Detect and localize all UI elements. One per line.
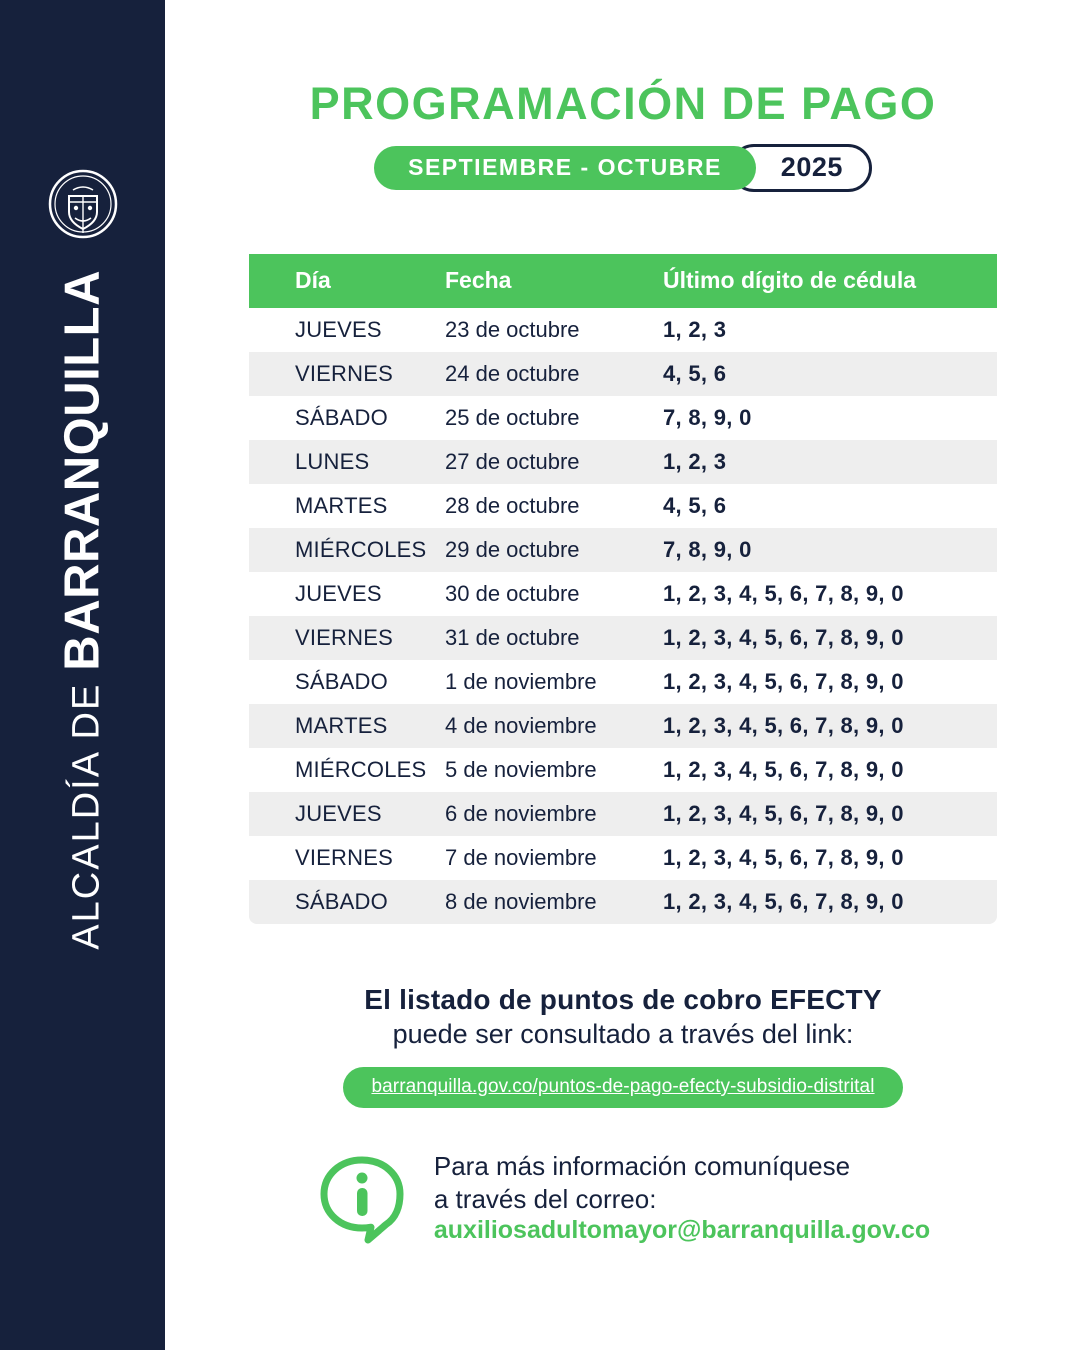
cell-fecha: 29 de octubre — [445, 537, 580, 562]
cell-fecha: 4 de noviembre — [445, 713, 597, 738]
cell-fecha: 6 de noviembre — [445, 801, 597, 826]
table-row — [249, 616, 997, 660]
efecty-note — [165, 984, 1081, 1050]
contact-block — [165, 1150, 1081, 1246]
table-row — [249, 572, 997, 616]
link-wrap — [165, 1050, 1081, 1108]
cell-fecha: 5 de noviembre — [445, 757, 597, 782]
contact-email[interactable]: auxiliosadultomayor@barranquilla.gov.co — [433, 1216, 931, 1244]
cell-digitos: 1, 2, 3, 4, 5, 6, 7, 8, 9, 0 — [663, 845, 904, 870]
payment-schedule-table — [249, 254, 997, 924]
cell-fecha: 30 de octubre — [445, 581, 580, 606]
contact-line2: a través del correo: — [433, 1183, 657, 1214]
cell-fecha: 25 de octubre — [445, 405, 580, 430]
contact-text — [434, 1150, 930, 1246]
sidebar-brand — [0, 0, 165, 1350]
page-title: PROGRAMACIÓN DE PAGO — [309, 78, 937, 129]
cell-dia: MARTES — [295, 713, 388, 738]
cell-digitos: 1, 2, 3, 4, 5, 6, 7, 8, 9, 0 — [663, 625, 904, 650]
info-bubble-icon — [316, 1152, 408, 1244]
table-row — [249, 704, 997, 748]
cell-digitos: 1, 2, 3, 4, 5, 6, 7, 8, 9, 0 — [663, 713, 904, 738]
cell-dia: MARTES — [295, 493, 388, 518]
cell-dia: MIÉRCOLES — [295, 537, 427, 562]
column-header-dia: Día — [295, 267, 331, 293]
efecty-note-line2: puede ser consultado a través del link: — [392, 1019, 854, 1049]
cell-fecha: 28 de octubre — [445, 493, 580, 518]
period-badges — [165, 144, 1081, 192]
cell-digitos: 7, 8, 9, 0 — [663, 537, 752, 562]
cell-digitos: 1, 2, 3, 4, 5, 6, 7, 8, 9, 0 — [663, 801, 904, 826]
cell-dia: SÁBADO — [295, 889, 388, 914]
table-row — [249, 396, 997, 440]
period-badge: SEPTIEMBRE - OCTUBRE — [374, 146, 756, 190]
cell-fecha: 24 de octubre — [445, 361, 580, 386]
cell-digitos: 4, 5, 6 — [663, 493, 727, 518]
cell-fecha: 27 de octubre — [445, 449, 580, 474]
cell-dia: JUEVES — [295, 801, 382, 826]
cell-dia: SÁBADO — [295, 669, 388, 694]
efecty-points-link[interactable]: barranquilla.gov.co/puntos-de-pago-efecty-subsidio-distrital — [343, 1067, 902, 1108]
cell-digitos: 1, 2, 3, 4, 5, 6, 7, 8, 9, 0 — [663, 889, 904, 914]
year-badge: 2025 — [730, 144, 872, 192]
column-header-fecha: Fecha — [445, 267, 512, 293]
table-row — [249, 748, 997, 792]
cell-dia: VIERNES — [295, 625, 393, 650]
contact-line1: Para más información comuníquese — [433, 1151, 851, 1181]
main-content — [165, 0, 1081, 1350]
cell-dia: VIERNES — [295, 361, 393, 386]
cell-fecha: 23 de octubre — [445, 317, 580, 342]
column-header-digito: Último dígito de cédula — [663, 267, 917, 293]
cell-digitos: 7, 8, 9, 0 — [663, 405, 752, 430]
table-row — [249, 308, 997, 352]
cell-digitos: 1, 2, 3 — [663, 317, 727, 342]
cell-dia: JUEVES — [295, 581, 382, 606]
table-row — [249, 792, 997, 836]
cell-fecha: 31 de octubre — [445, 625, 580, 650]
cell-fecha: 7 de noviembre — [445, 845, 597, 870]
efecty-note-line1: El listado de puntos de cobro EFECTY — [364, 984, 882, 1015]
cell-dia: SÁBADO — [295, 405, 388, 430]
table-header-row — [249, 254, 997, 308]
cell-digitos: 1, 2, 3, 4, 5, 6, 7, 8, 9, 0 — [663, 581, 904, 606]
table-row — [249, 528, 997, 572]
sidebar — [0, 0, 165, 1350]
table-row — [249, 440, 997, 484]
cell-dia: LUNES — [295, 449, 370, 474]
table-row — [249, 484, 997, 528]
cell-digitos: 1, 2, 3, 4, 5, 6, 7, 8, 9, 0 — [663, 757, 904, 782]
table-row — [249, 660, 997, 704]
cell-digitos: 1, 2, 3 — [663, 449, 727, 474]
cell-dia: JUEVES — [295, 317, 382, 342]
table-row — [249, 352, 997, 396]
table-body — [249, 308, 997, 924]
cell-fecha: 8 de noviembre — [445, 889, 597, 914]
cell-digitos: 4, 5, 6 — [663, 361, 727, 386]
cell-fecha: 1 de noviembre — [445, 669, 597, 694]
cell-digitos: 1, 2, 3, 4, 5, 6, 7, 8, 9, 0 — [663, 669, 904, 694]
cell-dia: MIÉRCOLES — [295, 757, 427, 782]
sidebar-brand-bold: BARRANQUILLA — [55, 270, 109, 671]
table-row — [249, 836, 997, 880]
cell-dia: VIERNES — [295, 845, 393, 870]
table-row — [249, 880, 997, 924]
sidebar-brand-thin: ALCALDÍA DE — [65, 682, 107, 950]
